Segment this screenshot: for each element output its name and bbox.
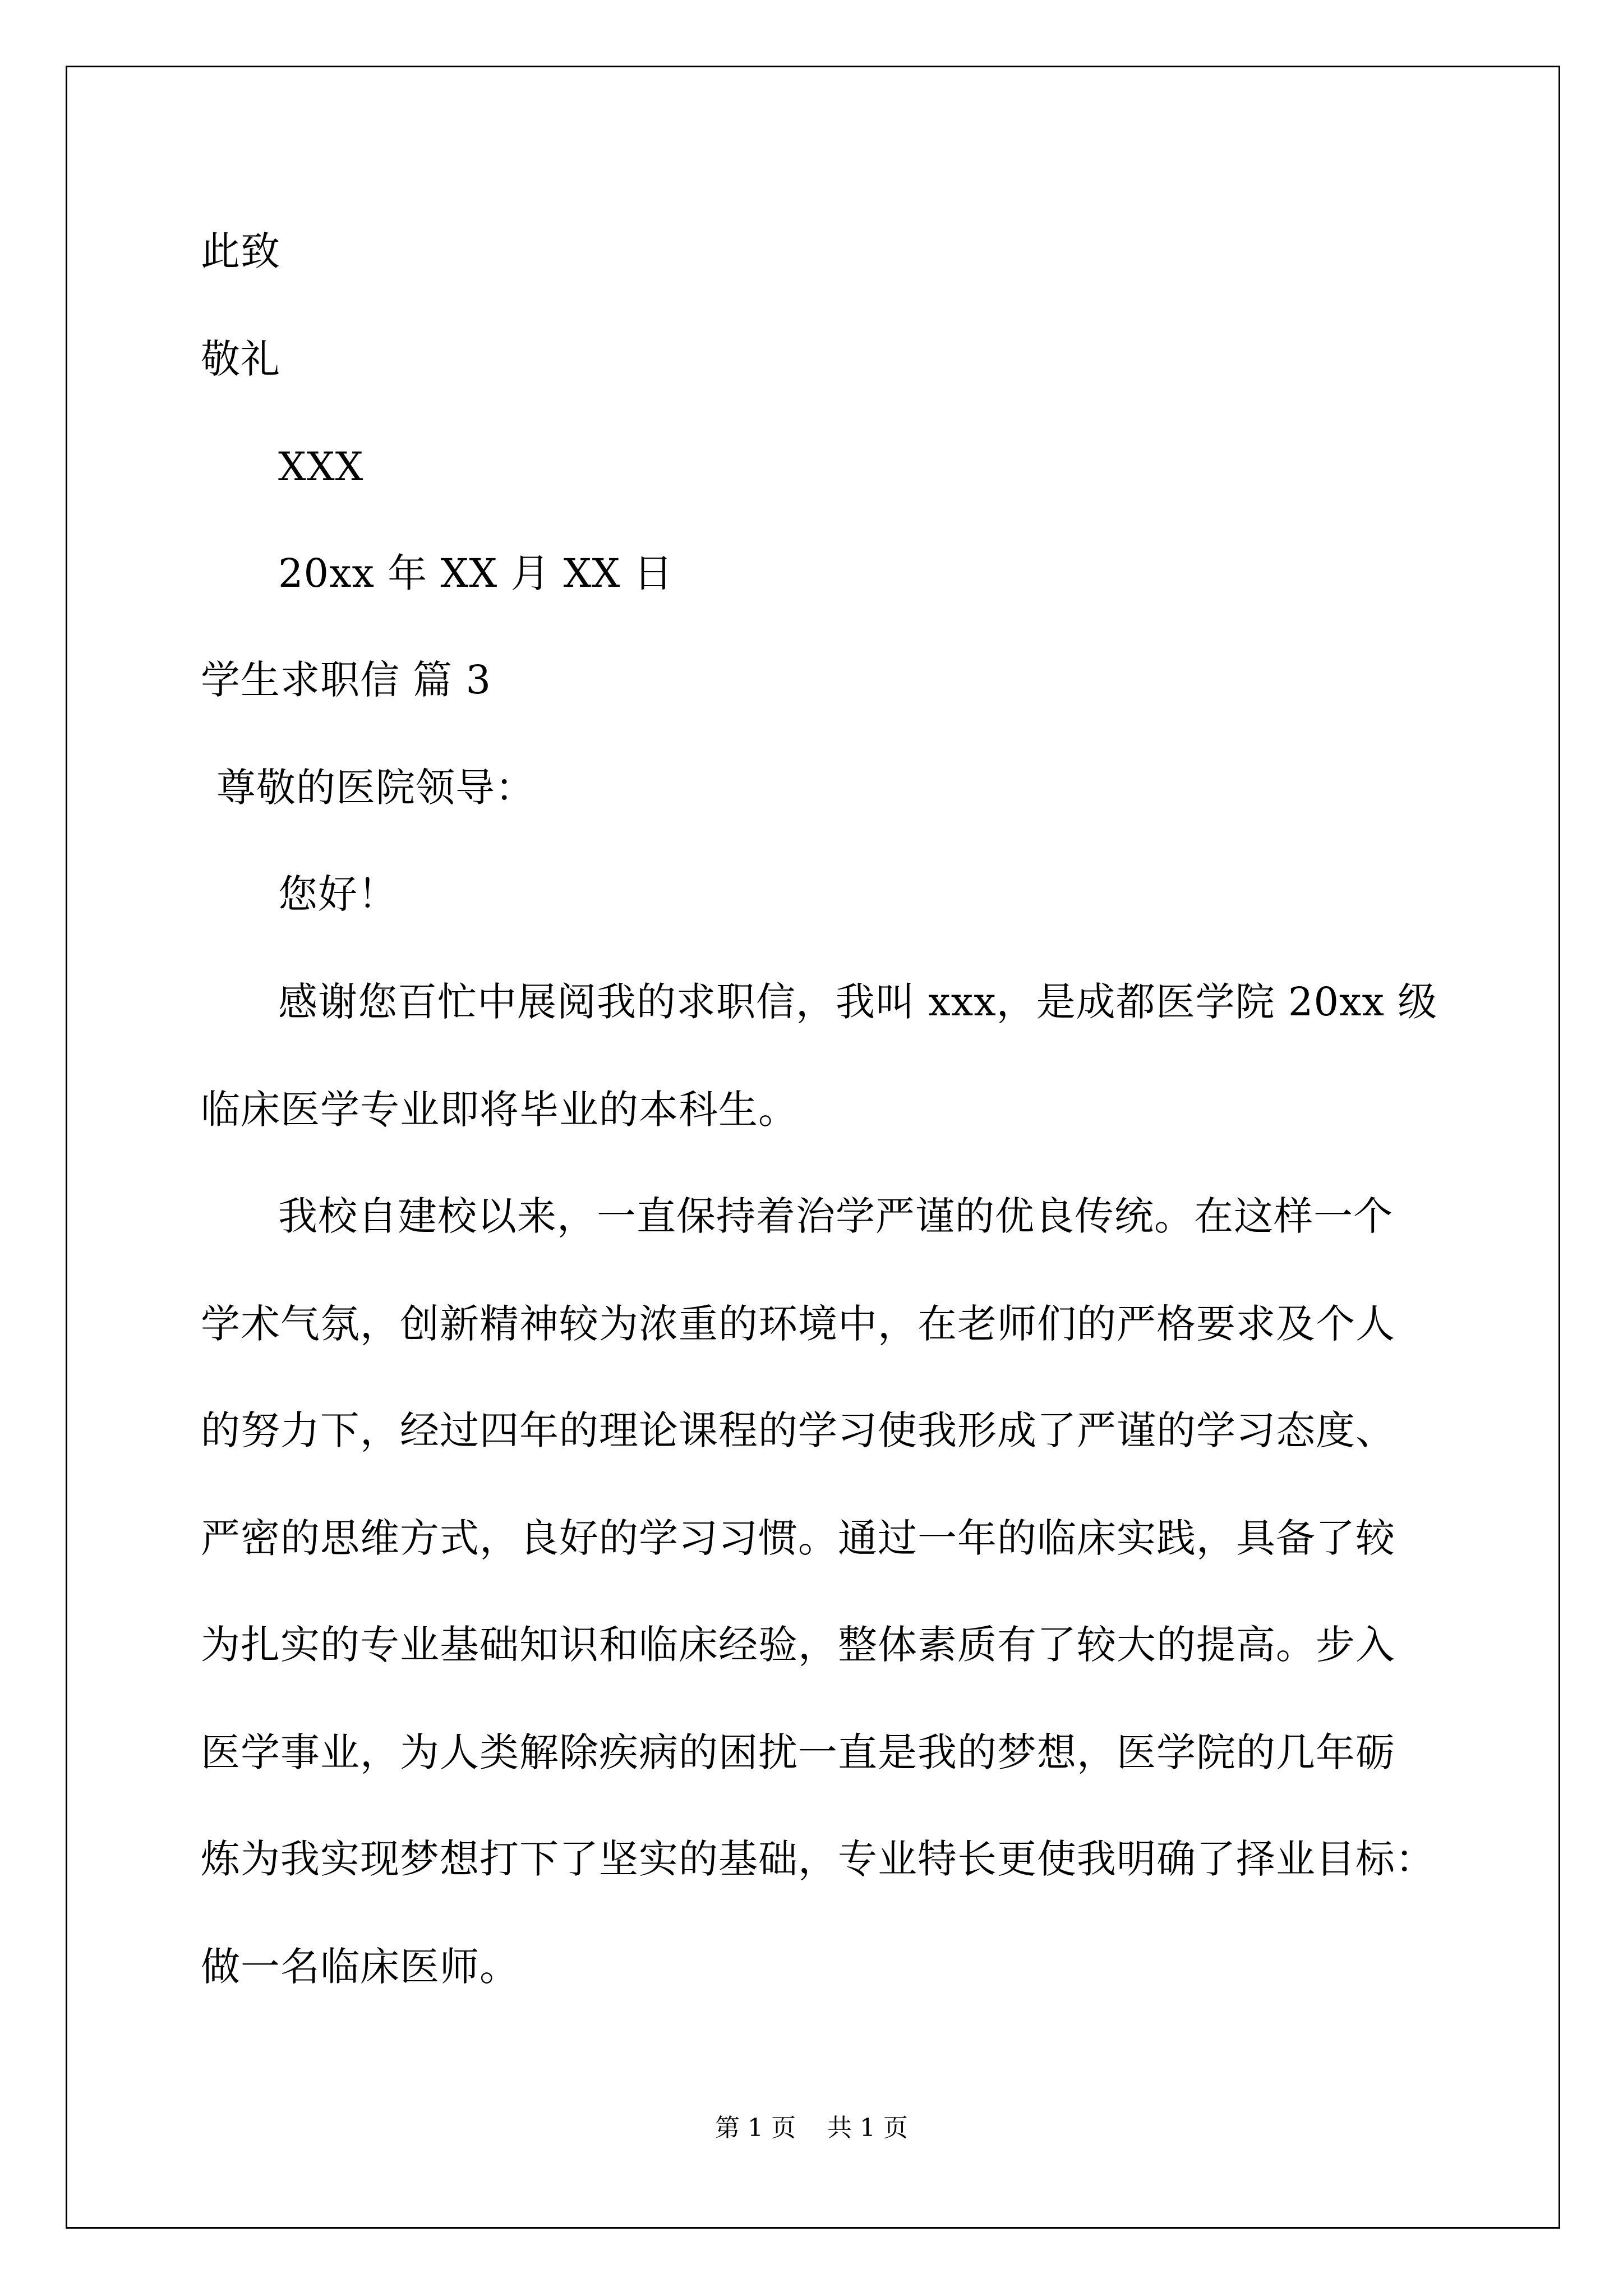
paragraph-2-line: 的努力下，经过四年的理论课程的学习使我形成了严谨的学习态度、 [201, 1407, 1395, 1453]
paragraph-2-line: 炼为我实现梦想打下了坚实的基础，专业特长更使我明确了择业目标： [201, 1836, 1435, 1882]
paragraph-2-line: 医学事业，为人类解除疾病的困扰一直是我的梦想，医学院的几年砺 [201, 1729, 1395, 1775]
paragraph-2-line: 严密的思维方式，良好的学习习惯。通过一年的临床实践，具备了较 [201, 1515, 1395, 1561]
signature-date: 20xx 年 XX 月 XX 日 [278, 550, 674, 596]
letter-salutation: 尊敬的医院领导： [216, 765, 535, 811]
paragraph-2-line: 学术气氛，创新精神较为浓重的环境中，在老师们的严格要求及个人 [201, 1301, 1395, 1347]
closing-line-1: 此致 [201, 228, 280, 274]
paragraph-1-line: 感谢您百忙中展阅我的求职信，我叫 xxx，是成都医学院 20xx 级 [278, 979, 1438, 1025]
paragraph-2-line: 我校自建校以来，一直保持着治学严谨的优良传统。在这样一个 [278, 1193, 1393, 1239]
closing-line-2: 敬礼 [201, 336, 280, 382]
paragraph-1-line: 临床医学专业即将毕业的本科生。 [201, 1087, 798, 1133]
page-border [66, 66, 1560, 2229]
paragraph-2-line: 为扎实的专业基础知识和临床经验，整体素质有了较大的提高。步入 [201, 1622, 1395, 1668]
section-heading: 学生求职信 篇 3 [201, 657, 492, 703]
page-footer: 第 1 页 共 1 页 [715, 2114, 908, 2142]
letter-greeting: 您好！ [278, 871, 398, 917]
paragraph-2-line: 做一名临床医师。 [201, 1944, 519, 1990]
signature-name: XXX [278, 444, 364, 490]
